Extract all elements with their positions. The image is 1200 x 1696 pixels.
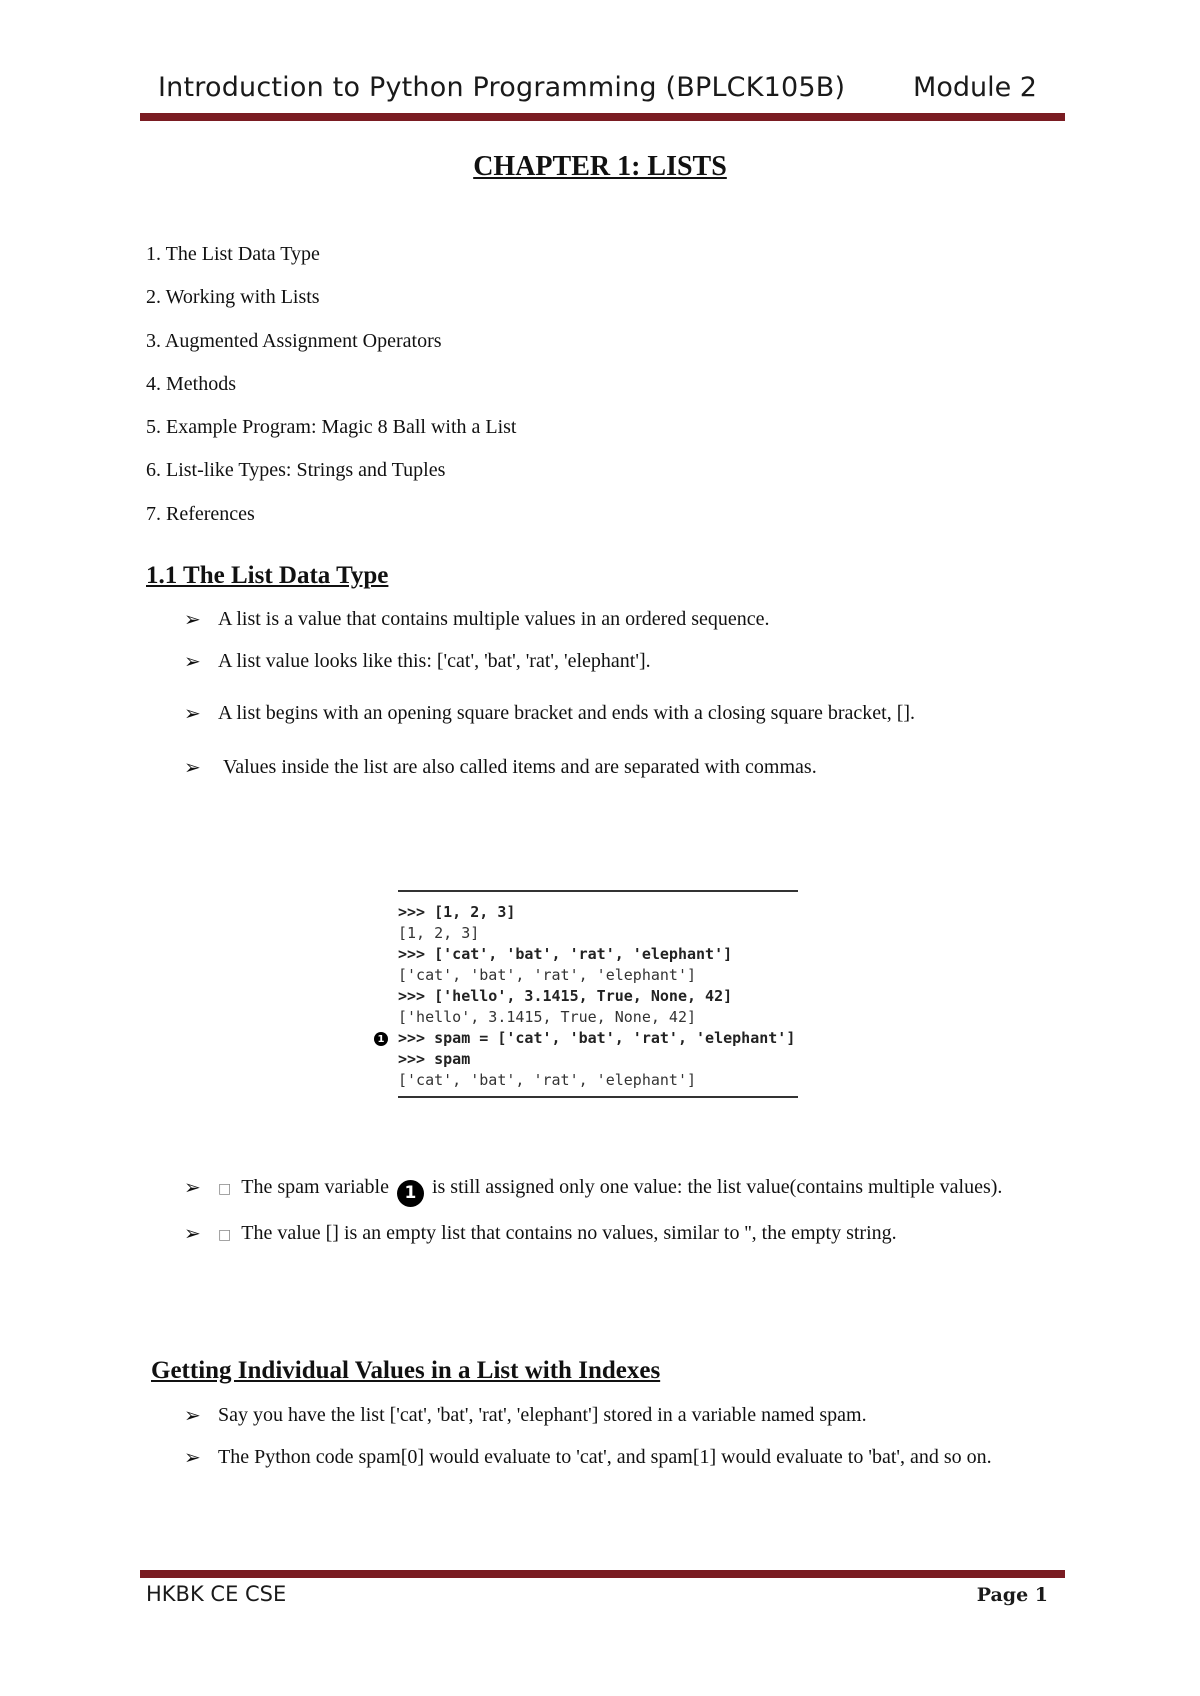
spam-notes-bullets bbox=[184, 1166, 1044, 1256]
module-label: Module 2 bbox=[913, 72, 1037, 103]
list-item bbox=[184, 1212, 1044, 1256]
list-item bbox=[184, 692, 1044, 734]
code-text: >>> spam = ['cat', 'bat', 'rat', 'elephant'] bbox=[398, 1029, 796, 1047]
empty-box-icon: □ bbox=[218, 1181, 232, 1197]
table-of-contents bbox=[146, 242, 517, 545]
arrowhead-bullet-icon: ➢ bbox=[184, 1445, 201, 1469]
code-line: >>> spam bbox=[398, 1050, 471, 1068]
toc-item: 3. Augmented Assignment Operators bbox=[146, 329, 442, 352]
code-line: [1, 2, 3] bbox=[398, 924, 480, 942]
toc-item: 7. References bbox=[146, 502, 255, 525]
page-header bbox=[140, 72, 1055, 112]
page-number: Page 1 bbox=[976, 1584, 1048, 1606]
bullet-text: A list is a value that contains multiple values in an ordered sequence. bbox=[218, 608, 770, 630]
toc-item: 1. The List Data Type bbox=[146, 243, 320, 265]
arrowhead-bullet-icon: ➢ bbox=[184, 701, 201, 725]
list-data-type-bullets bbox=[184, 598, 1044, 788]
arrowhead-bullet-icon: ➢ bbox=[184, 1403, 201, 1427]
bullet-text: A list value looks like this: ['cat', 'bat', 'rat', 'elephant']. bbox=[218, 650, 651, 672]
toc-item: 5. Example Program: Magic 8 Ball with a List bbox=[146, 416, 517, 439]
list-item bbox=[184, 640, 1044, 682]
footer-rule bbox=[140, 1570, 1065, 1578]
bullet-text: Values inside the list are also called items and are separated with commas. bbox=[223, 756, 817, 778]
toc-item: 6. List-like Types: Strings and Tuples bbox=[146, 459, 446, 482]
footer-institution: HKBK CE CSE bbox=[146, 1582, 287, 1606]
code-line: ['hello', 3.1415, True, None, 42] bbox=[398, 1008, 697, 1026]
code-line: >>> [1, 2, 3] bbox=[398, 903, 516, 921]
chapter-title: CHAPTER 1: LISTS bbox=[473, 151, 727, 182]
empty-list-note: The value [] is an empty list that contains no values, similar to '', the empty string. bbox=[241, 1222, 897, 1244]
section-heading-list-data-type: 1.1 The List Data Type bbox=[146, 562, 389, 589]
toc-item: 2. Working with Lists bbox=[146, 286, 320, 309]
list-item bbox=[184, 746, 1044, 788]
code-line: ['cat', 'bat', 'rat', 'elephant'] bbox=[398, 1071, 697, 1089]
empty-box-icon: □ bbox=[218, 1227, 232, 1243]
arrowhead-bullet-icon: ➢ bbox=[184, 1221, 201, 1245]
code-line: >>> ['hello', 3.1415, True, None, 42] bbox=[398, 987, 733, 1005]
list-item bbox=[184, 598, 1044, 640]
callout-marker-icon: 1 bbox=[374, 1032, 388, 1046]
indexes-bullets bbox=[184, 1394, 1044, 1478]
header-rule bbox=[140, 113, 1065, 121]
bullet-text: A list begins with an opening square bracket and ends with a closing square bracket, []. bbox=[218, 702, 916, 724]
arrowhead-bullet-icon: ➢ bbox=[184, 1175, 201, 1199]
list-item bbox=[184, 1394, 1044, 1436]
spam-note-after: is still assigned only one value: the list value(contains multiple values). bbox=[431, 1176, 1003, 1198]
list-item bbox=[184, 1436, 1044, 1478]
arrowhead-bullet-icon: ➢ bbox=[184, 607, 201, 631]
callout-one-icon: 1 bbox=[397, 1180, 424, 1207]
code-line: ['cat', 'bat', 'rat', 'elephant'] bbox=[398, 966, 697, 984]
section-heading-indexes: Getting Individual Values in a List with Indexes bbox=[151, 1357, 661, 1384]
code-example bbox=[377, 890, 798, 1098]
toc-item: 4. Methods bbox=[146, 372, 236, 395]
arrowhead-bullet-icon: ➢ bbox=[184, 649, 201, 673]
code-line: >>> ['cat', 'bat', 'rat', 'elephant'] bbox=[398, 945, 733, 963]
spam-note-before: The spam variable bbox=[241, 1176, 389, 1198]
bullet-text: Say you have the list ['cat', 'bat', 'rat', 'elephant'] stored in a variable named spam. bbox=[218, 1404, 867, 1426]
code-line-marked bbox=[377, 1028, 798, 1049]
document-title: Introduction to Python Programming (BPLCK105B) bbox=[158, 72, 846, 103]
arrowhead-bullet-icon: ➢ bbox=[184, 755, 201, 779]
list-item bbox=[184, 1166, 1044, 1210]
bullet-text: The Python code spam[0] would evaluate to 'cat', and spam[1] would evaluate to 'bat', and so on. bbox=[218, 1446, 992, 1468]
